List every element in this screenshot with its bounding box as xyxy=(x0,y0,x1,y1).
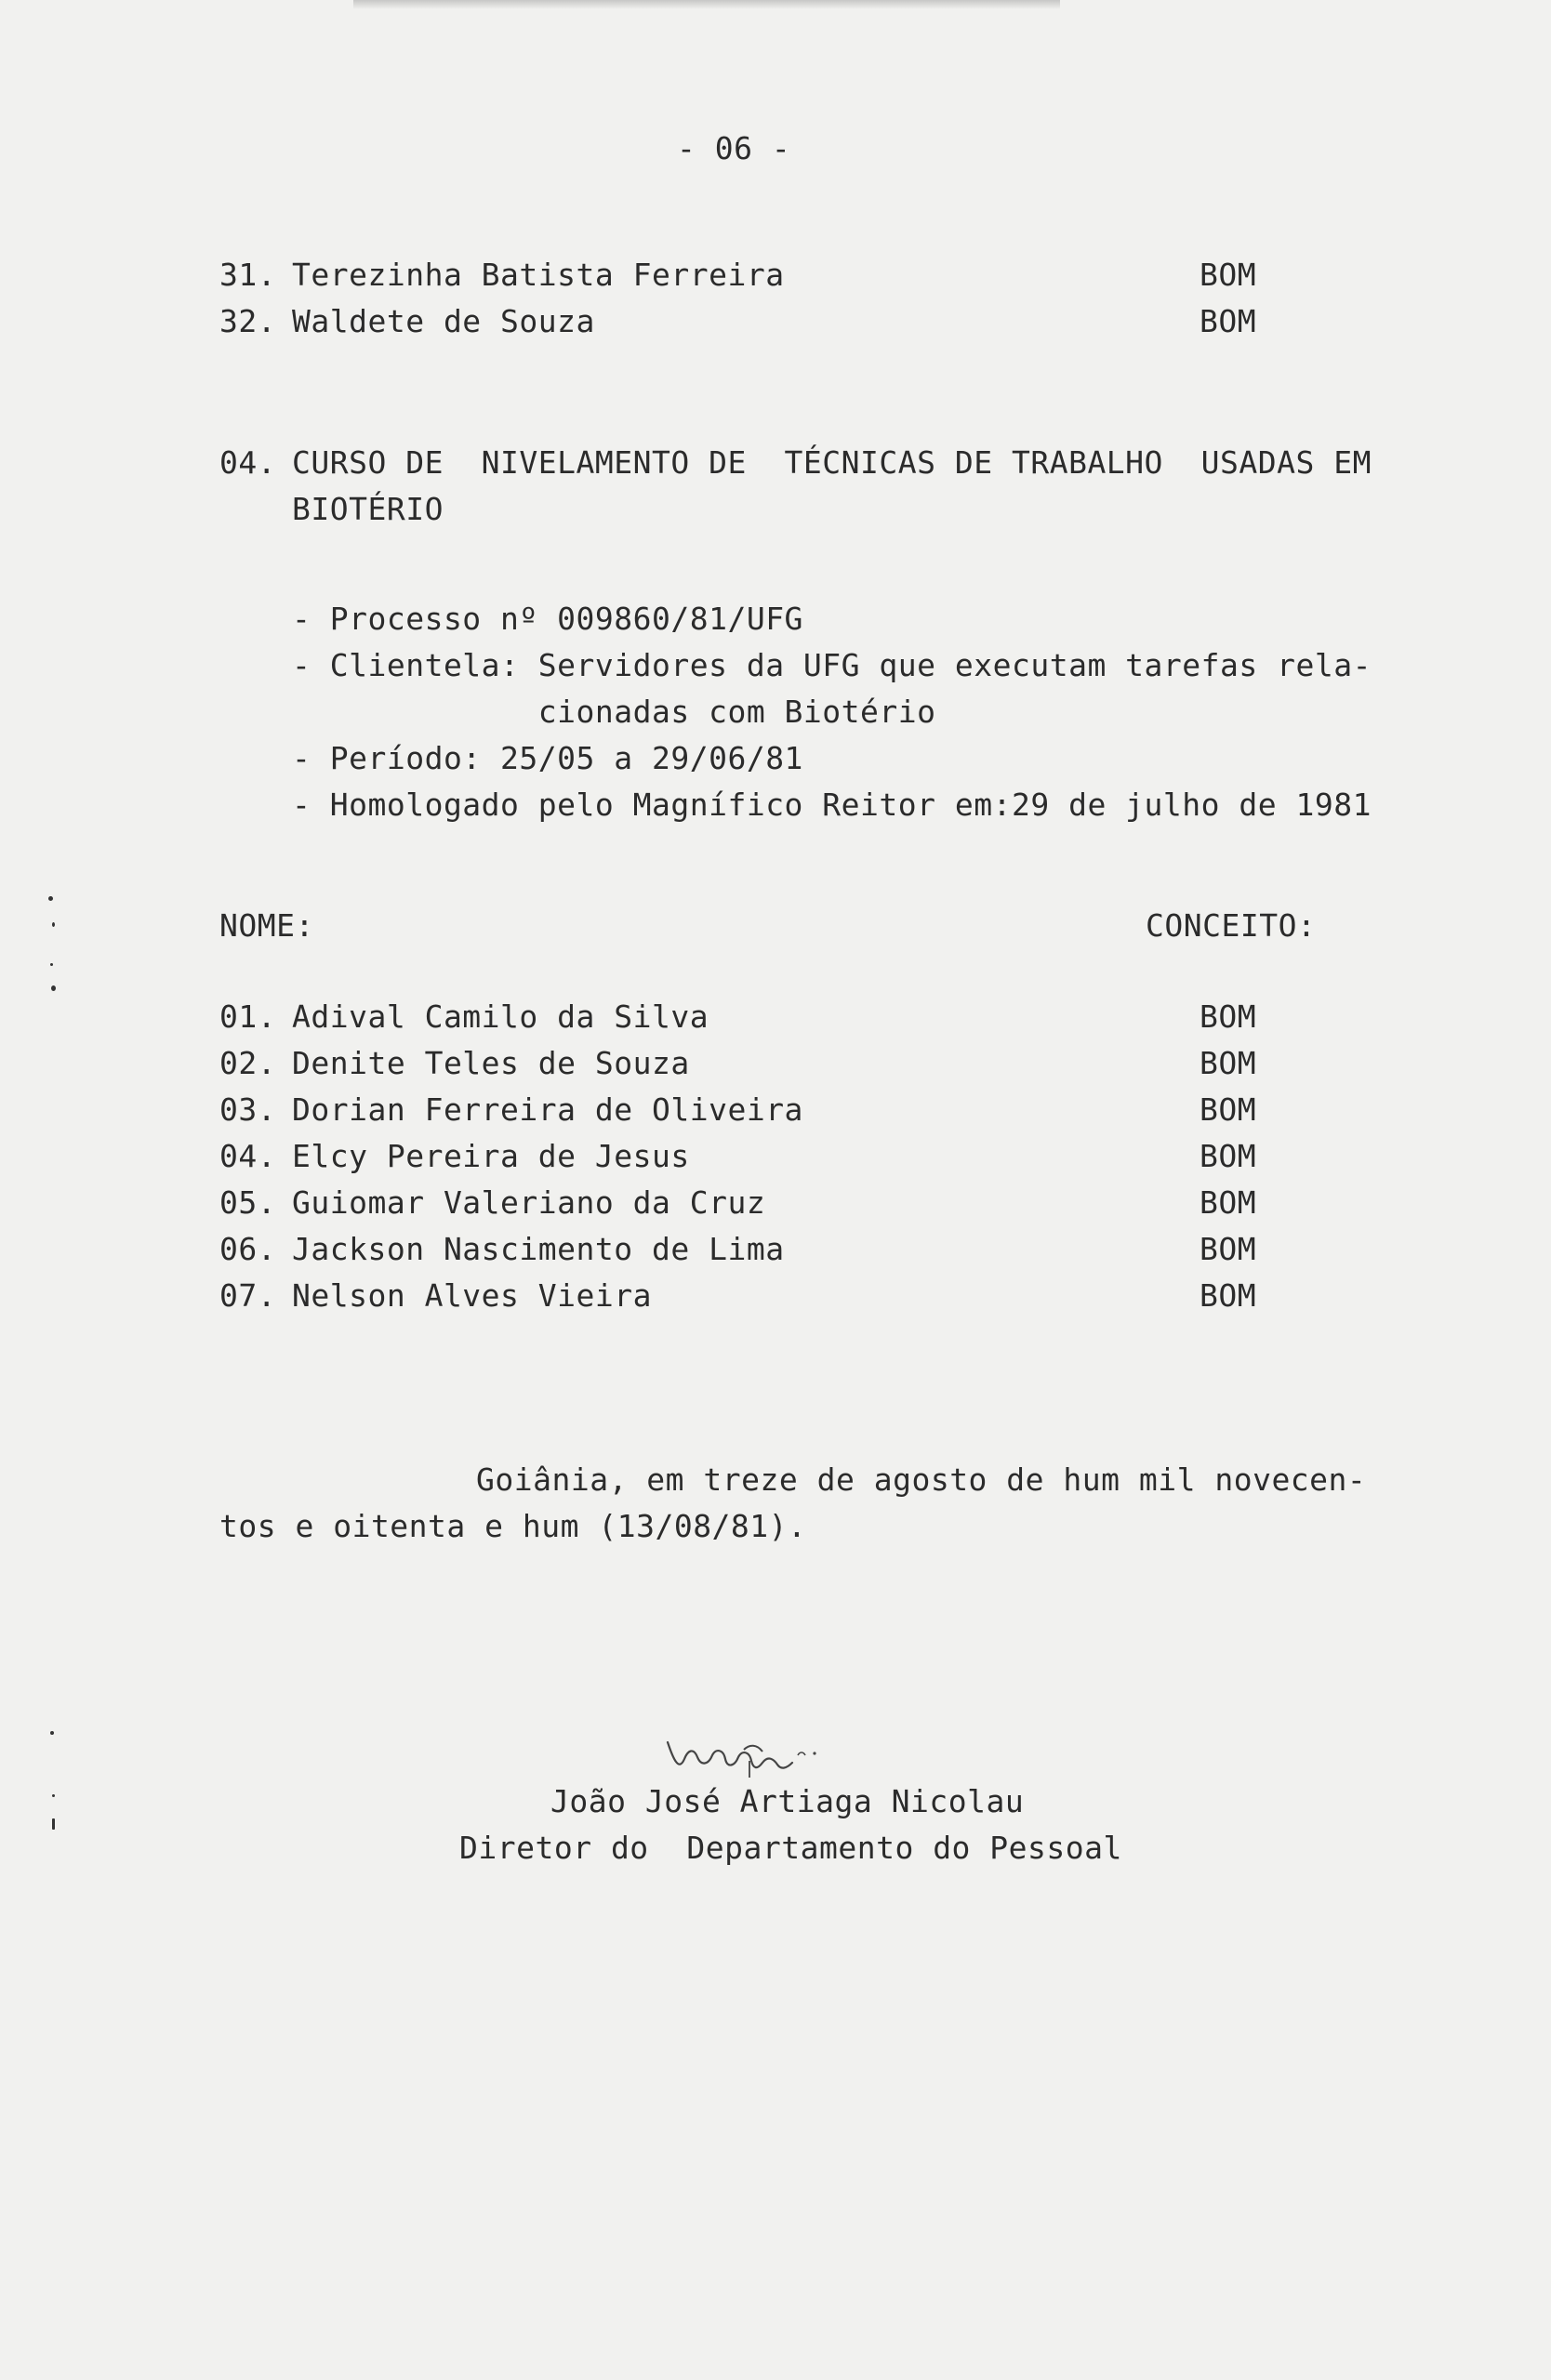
detail-homologation: - Homologado pelo Magnífico Reitor em:29 de julho de 1981 xyxy=(292,787,1372,823)
table-row-name: Adival Camilo da Silva xyxy=(292,998,709,1035)
section-title-line1: CURSO DE NIVELAMENTO DE TÉCNICAS DE TRABALHO USADAS EM xyxy=(292,444,1372,481)
closing-line1: Goiânia, em treze de agosto de hum mil novecen- xyxy=(476,1461,1367,1498)
table-row-grade: BOM xyxy=(1200,1231,1257,1267)
table-row-grade: BOM xyxy=(1200,1277,1257,1314)
section-title-line2: BIOTÉRIO xyxy=(292,491,444,527)
scan-speck xyxy=(52,922,55,927)
table-row-number: 03. xyxy=(219,1091,277,1128)
scan-speck xyxy=(52,1818,55,1830)
table-row-name: Nelson Alves Vieira xyxy=(292,1277,652,1314)
scan-speck xyxy=(48,896,53,901)
signatory-title: Diretor do Departamento do Pessoal xyxy=(459,1830,1122,1866)
table-row-grade: BOM xyxy=(1200,1091,1257,1128)
list-item-number: 32. xyxy=(219,303,277,339)
table-row-number: 04. xyxy=(219,1138,277,1174)
table-row-grade: BOM xyxy=(1200,1045,1257,1081)
detail-period: - Período: 25/05 a 29/06/81 xyxy=(292,740,803,776)
table-row-grade: BOM xyxy=(1200,1138,1257,1174)
table-row-name: Denite Teles de Souza xyxy=(292,1045,690,1081)
detail-clientele: - Clientela: Servidores da UFG que executam tarefas rela- xyxy=(292,647,1372,683)
table-row-number: 07. xyxy=(219,1277,277,1314)
table-row-name: Dorian Ferreira de Oliveira xyxy=(292,1091,803,1128)
scan-smudge xyxy=(353,0,1060,9)
scan-speck xyxy=(51,985,56,991)
handwritten-signature xyxy=(660,1731,883,1787)
table-row-number: 02. xyxy=(219,1045,277,1081)
column-header-grade: CONCEITO: xyxy=(1146,907,1317,944)
list-item-number: 31. xyxy=(219,257,277,293)
table-row-number: 05. xyxy=(219,1184,277,1221)
list-item-name: Terezinha Batista Ferreira xyxy=(292,257,785,293)
table-row-number: 06. xyxy=(219,1231,277,1267)
table-row-name: Guiomar Valeriano da Cruz xyxy=(292,1184,766,1221)
signatory-name: João José Artiaga Nicolau xyxy=(550,1783,1025,1819)
scan-speck xyxy=(52,1794,55,1797)
table-row-grade: BOM xyxy=(1200,1184,1257,1221)
table-row-number: 01. xyxy=(219,998,277,1035)
table-row-grade: BOM xyxy=(1200,998,1257,1035)
table-row-name: Elcy Pereira de Jesus xyxy=(292,1138,690,1174)
closing-line2: tos e oitenta e hum (13/08/81). xyxy=(219,1508,807,1544)
detail-clientele-cont: cionadas com Biotério xyxy=(292,694,936,730)
scan-speck xyxy=(50,1731,54,1735)
page-number: - 06 - xyxy=(677,130,791,166)
table-row-name: Jackson Nascimento de Lima xyxy=(292,1231,785,1267)
column-header-name: NOME: xyxy=(219,907,314,944)
list-item-grade: BOM xyxy=(1200,303,1257,339)
scan-speck xyxy=(50,963,53,966)
detail-process: - Processo nº 009860/81/UFG xyxy=(292,601,803,637)
list-item-name: Waldete de Souza xyxy=(292,303,595,339)
section-number: 04. xyxy=(219,444,277,481)
list-item-grade: BOM xyxy=(1200,257,1257,293)
